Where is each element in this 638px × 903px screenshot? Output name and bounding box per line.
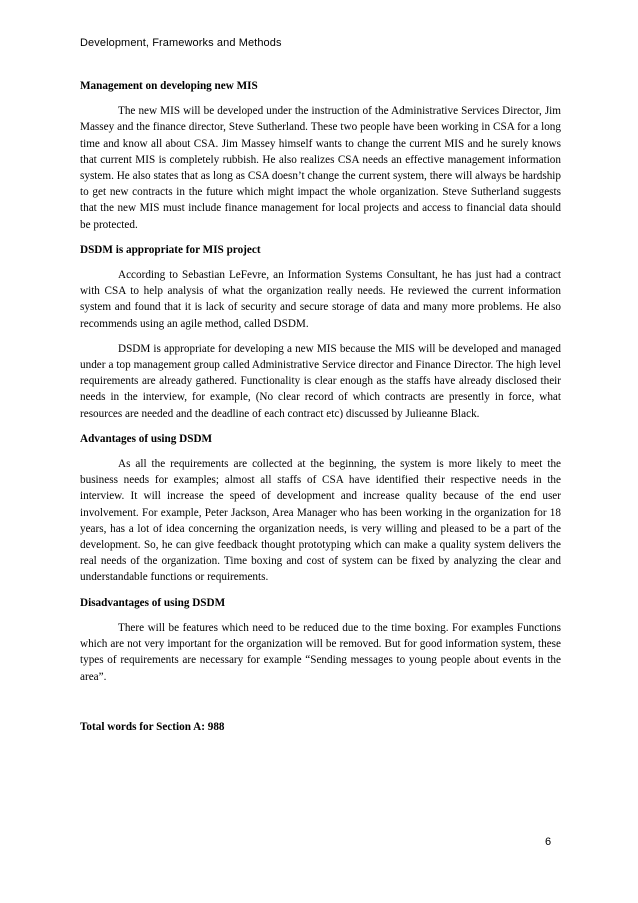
section-dsdm-appropriate <box>80 242 561 422</box>
section-advantages <box>80 431 561 586</box>
document-body <box>80 78 561 694</box>
section-management <box>80 78 561 233</box>
paragraph: According to Sebastian LeFevre, an Information Systems Consultant, he has just had a contract with CSA to help analysis of what the organization really needs. He reviewed the current information system and found that it is lack of security and secure storage of data and many more problems. He also recommends using an agile method, called DSDM. <box>80 269 561 330</box>
paragraph: As all the requirements are collected at the beginning, the system is more likely to meet the business needs for examples; almost all staffs of CSA have identified their respective needs in the interview. It will increase the speed of development and increase quality because of the end user involvement. For example, Peter Jackson, Area Manager who has been working in the organization for 18 years, has a lot of idea concerning the organization needs, is very willing and pleased to be a part of the development. So, he can give feedback thought prototyping which can make a quality system delivers the real needs of the organization. Time boxing and cost of system can be fixed by analyzing the clear and understandable functions or requirements. <box>80 458 561 584</box>
paragraph: The new MIS will be developed under the instruction of the Administrative Services Director, Jim Massey and the finance director, Steve Sutherland. These two people have been working in CSA for a long time and know all about CSA. Jim Massey himself wants to change the current MIS and he surely knows that current MIS is completely rubbish. He also realizes CSA needs an effective management information system. He also states that as long as CSA doesn’t change the current system, there will always be hardship to get new contracts in the future which might impact the whole organization. Steve Sutherland suggests that the new MIS must include finance management for local projects and access to financial data should be protected. <box>80 105 561 231</box>
running-header: Development, Frameworks and Methods <box>80 37 282 49</box>
total-words: Total words for Section A: 988 <box>80 721 225 733</box>
section-heading: DSDM is appropriate for MIS project <box>80 243 261 256</box>
section-heading: Advantages of using DSDM <box>80 432 213 445</box>
section-heading: Management on developing new MIS <box>80 80 258 92</box>
paragraph: DSDM is appropriate for developing a new MIS because the MIS will be developed and managed under a top management group called Administrative Service director and Finance Director. The high level requirements are already gathered. Functionality is clear enough as the staffs have already disclosed their needs in the interview, for example, (No clear record of which contracts are presently in force, what resources are needed and the deadline of each contract etc) discussed by Julieanne Black. <box>80 342 561 420</box>
page-number: 6 <box>545 836 552 848</box>
section-disadvantages <box>80 595 561 685</box>
section-heading: Disadvantages of using DSDM <box>80 596 226 609</box>
paragraph: There will be features which need to be reduced due to the time boxing. For examples Functions which are not very important for the organization will be removed. But for good information system, these types of requirements are necessary for example “Sending messages to young people about events in the area”. <box>80 621 561 683</box>
